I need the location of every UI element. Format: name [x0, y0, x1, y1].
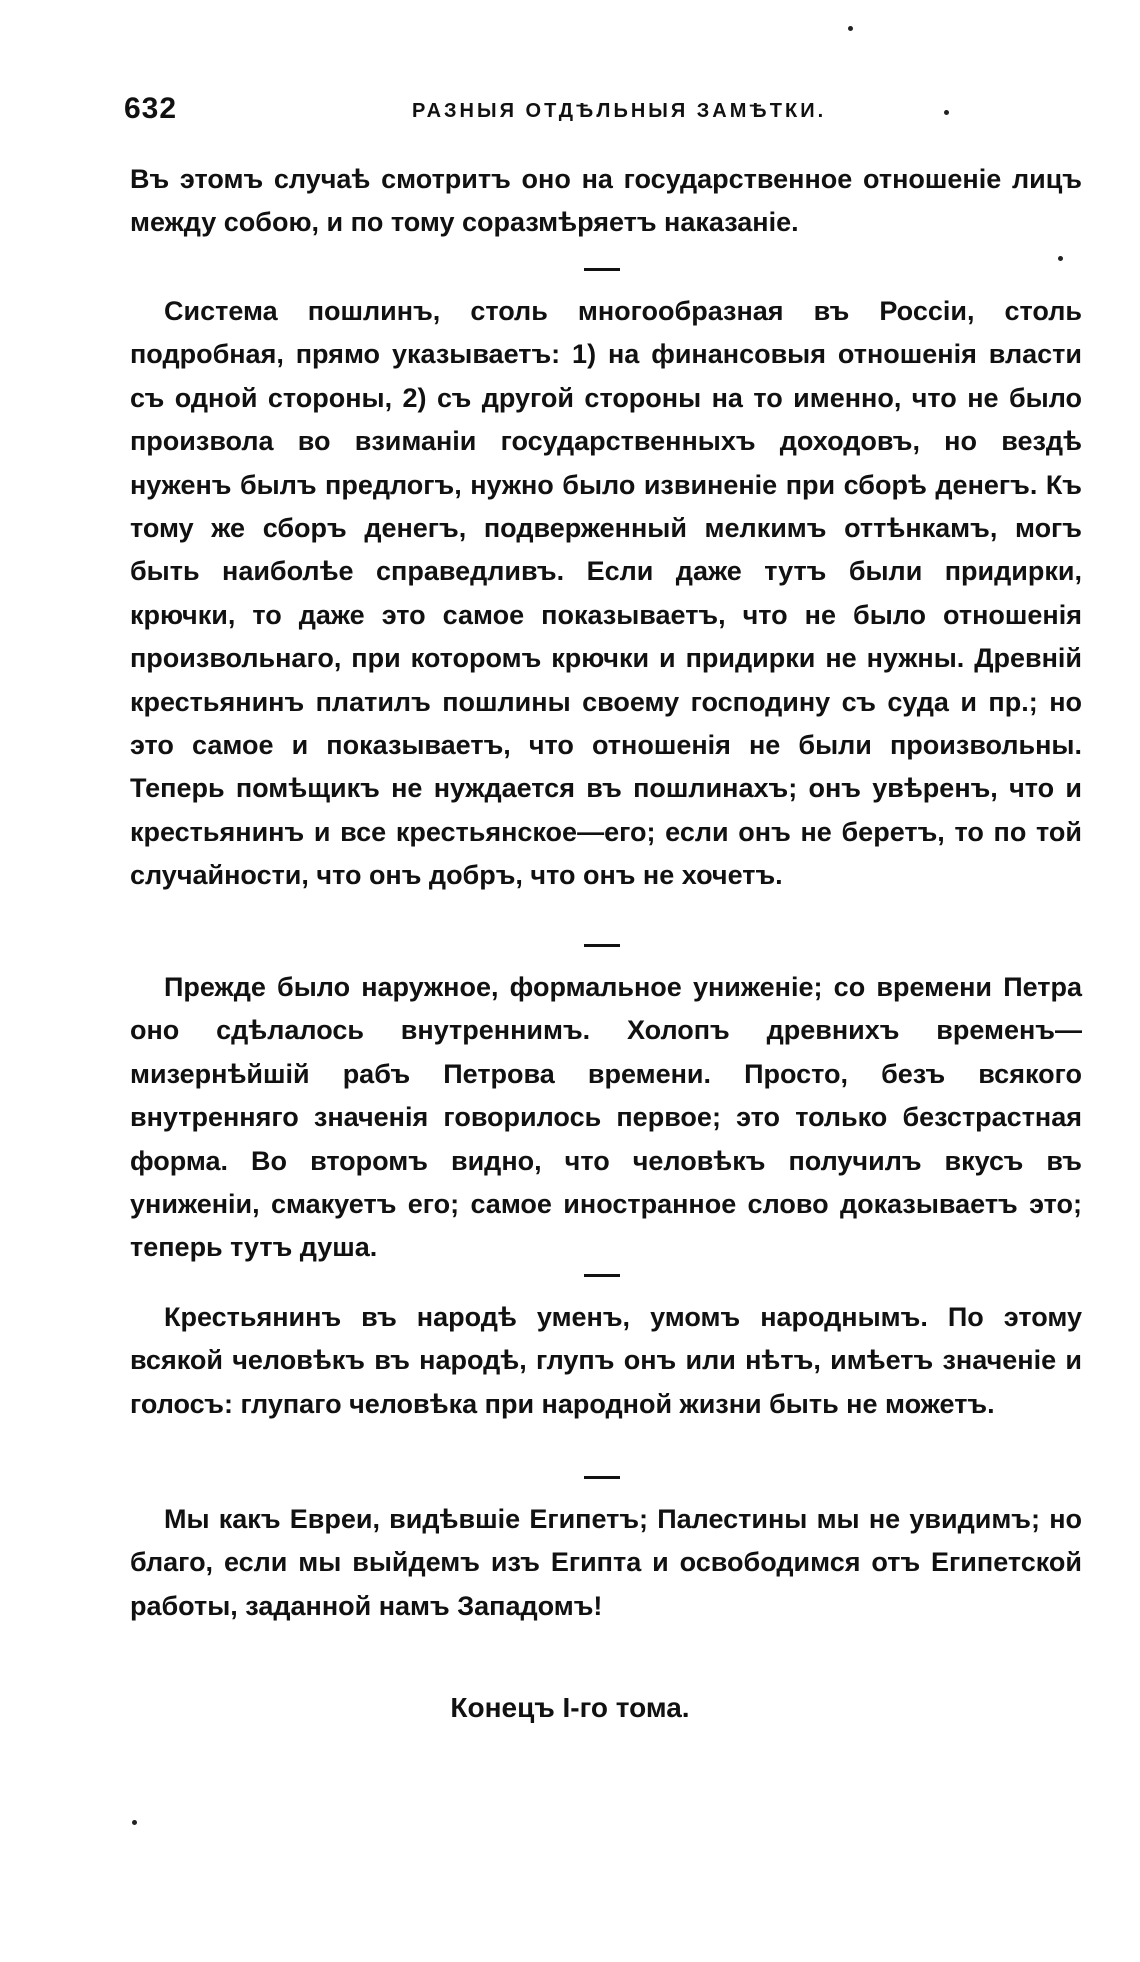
print-speck	[132, 1820, 137, 1825]
section-separator	[584, 944, 620, 947]
end-of-volume-note: Конецъ I-го тома.	[450, 1692, 690, 1723]
section-separator	[584, 1476, 620, 1479]
print-speck	[1058, 256, 1063, 261]
paragraph-4: Крестьянинъ въ народѣ уменъ, умомъ народнымъ. По этому всякой человѣкъ въ народѣ, глупъ онъ или нѣтъ, имѣетъ значеніе и голосъ: глупаго человѣка при народной жизни быть не можетъ.	[130, 1302, 1082, 1419]
page-header	[124, 92, 1004, 132]
section-separator	[584, 268, 620, 271]
paragraph-3: Прежде было наружное, формальное униженіе; со времени Петра оно сдѣлалось внутреннимъ. Холопъ древнихъ временъ—мизернѣйшій рабъ Петрова времени. Просто, безъ всякого внутренняго значенія говорилось первое; это только безстрастная форма. Во второмъ видно, что человѣкъ получилъ вкусъ въ униженіи, смакуетъ его; самое иностранное слово доказываетъ это; теперь тутъ душа.	[130, 972, 1082, 1263]
section-separator	[584, 1274, 620, 1277]
paragraph-5: Мы какъ Евреи, видѣвшіе Египетъ; Палестины мы не увидимъ; но благо, если мы выйдемъ изъ Египта и освободимся отъ Египетской работы, заданной намъ Западомъ!	[130, 1504, 1082, 1621]
page-number: 632	[124, 92, 178, 125]
paragraph-2: Система пошлинъ, столь многообразная въ Россіи, столь подробная, прямо указываетъ: 1) на финансовыя отношенія власти съ одной стороны, 2) съ другой стороны на то именно, что не было произвола во взиманіи государственныхъ доходовъ, но вездѣ нуженъ былъ предлогъ, нужно было извиненіе при сборѣ денегъ. Къ тому же сборъ денегъ, подверженный мелкимъ оттѣнкамъ, могъ быть наиболѣе справедливъ. Если даже тутъ были придирки, крючки, то даже это самое показываетъ, что не было отношенія произвольнаго, при которомъ крючки и придирки не нужны. Древній крестьянинъ платилъ пошлины своему господину съ суда и пр.; но это самое и показываетъ, что отношенія не были произвольны. Теперь помѣщикъ не нуждается въ пошлинахъ; онъ увѣренъ, что и крестьянинъ и все крестьянское—его; если онъ не беретъ, то по той случайности, что онъ добръ, что онъ не хочетъ.	[130, 296, 1082, 891]
paragraph-1: Въ этомъ случаѣ смотритъ оно на государственное отношеніе лицъ между собою, и по тому соразмѣряетъ наказаніе.	[130, 164, 1082, 238]
print-speck	[848, 26, 853, 31]
running-title: РАЗНЫЯ ОТДѢЛЬНЫЯ ЗАМѢТКИ.	[412, 100, 827, 122]
print-speck	[944, 110, 949, 115]
